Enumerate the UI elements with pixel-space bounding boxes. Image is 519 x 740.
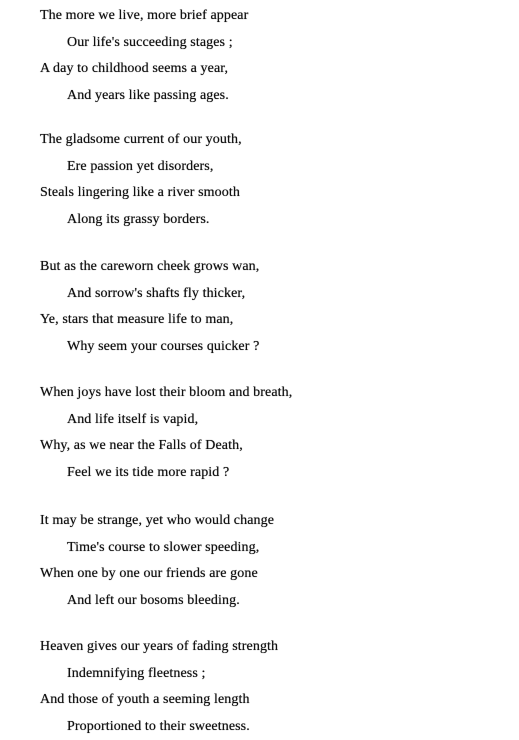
- stanza-4-line-1: When joys have lost their bloom and breath,: [40, 385, 293, 400]
- stanza-2-line-3: Steals lingering like a river smooth: [40, 185, 240, 200]
- stanza-6-line-1: Heaven gives our years of fading strength: [40, 639, 279, 654]
- stanza-3-line-2: And sorrow's shafts fly thicker,: [67, 285, 246, 301]
- stanza-4-line-4: Feel we its tide more rapid ?: [67, 464, 230, 480]
- stanza-5-line-4: And left our bosoms bleeding.: [67, 592, 240, 608]
- stanza-1-line-2: Our life's succeeding stages ;: [67, 34, 233, 50]
- stanza-5-line-3: When one by one our friends are gone: [40, 566, 258, 581]
- stanza-4-line-2: And life itself is vapid,: [67, 411, 199, 427]
- stanza-2-line-1: The gladsome current of our youth,: [40, 132, 242, 147]
- stanza-5-line-2: Time's course to slower speeding,: [67, 539, 260, 555]
- stanza-2-line-4: Along its grassy borders.: [67, 211, 210, 227]
- stanza-1-line-3: A day to childhood seems a year,: [40, 61, 229, 76]
- stanza-3: [40, 254, 518, 360]
- stanza-6: [40, 634, 518, 740]
- stanza-2-line-2: Ere passion yet disorders,: [67, 158, 214, 174]
- stanza-4: [40, 380, 518, 486]
- stanza-6-line-4: Proportioned to their sweetness.: [67, 718, 250, 734]
- stanza-6-line-3: And those of youth a seeming length: [40, 692, 250, 707]
- stanza-2: [40, 127, 518, 233]
- stanza-5-line-1: It may be strange, yet who would change: [40, 513, 275, 528]
- stanza-3-line-4: Why seem your courses quicker ?: [67, 338, 260, 354]
- stanza-1: [40, 3, 518, 109]
- stanza-3-line-3: Ye, stars that measure life to man,: [40, 312, 234, 327]
- stanza-3-line-1: But as the careworn cheek grows wan,: [40, 259, 260, 274]
- stanza-1-line-1: The more we live, more brief appear: [40, 8, 249, 23]
- stanza-5: [40, 508, 518, 614]
- stanza-1-line-4: And years like passing ages.: [67, 87, 229, 103]
- stanza-6-line-2: Indemnifying fleetness ;: [67, 665, 206, 681]
- stanza-4-line-3: Why, as we near the Falls of Death,: [40, 438, 243, 453]
